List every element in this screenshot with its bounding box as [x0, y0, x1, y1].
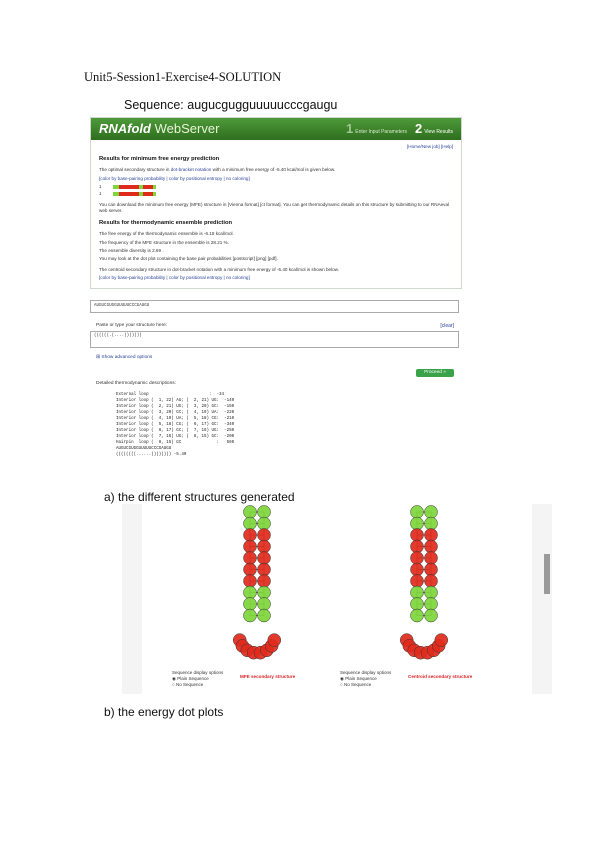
- proceed-button[interactable]: Proceed »: [416, 369, 454, 377]
- nucleotide: [411, 575, 424, 588]
- energy-table: External loop : -34 Interior loop ( 1, 22) AU; ( 2, 21) UG: -140 Interior loop ( 2, 21) UG; ( 3, 20) GC: -150 Interior loop ( 3, 20) GC; ( 4, 19) UA: -220 Interior loop ( 4, 19) UA; ( 5, 18) CG: -210 Interior loop ( 5, 18) CG; ( 6, 17) GC: -340 Interior loop ( 6, 17) GC; ( 7, 16) UG: -250 Interior loop ( 7, 16) UG; ( 8, 15) GC: -200 Hairpin loop ( 8, 15) GC : 560 AUGUCGUGGUUUUUCCCGAUGU ((((((((......)))))))) -5.40: [116, 393, 235, 457]
- nucleotide: [258, 529, 271, 542]
- nucleotide: [258, 575, 271, 588]
- mfe-heading: Results for minimum free energy prediction: [99, 156, 220, 163]
- plain-sequence-radio[interactable]: ◉ Plain Sequence: [340, 676, 377, 681]
- dot-bracket-link[interactable]: dot-bracket notation: [170, 167, 212, 173]
- step-1-number: 1: [346, 121, 354, 136]
- nucleotide: [425, 506, 438, 519]
- structure-label: Paste or type your structure here:: [96, 323, 168, 328]
- nucleotide: [411, 598, 424, 611]
- nucleotide: [425, 529, 438, 542]
- nucleotide: [258, 540, 271, 553]
- nucleotide: [244, 552, 257, 565]
- download-text: You can download the minimum free energy (MFE) structure in [Vienna format] [ct format]. You can get thermodynamic details on this structure by submitting to our RNAeval web server.: [99, 201, 450, 214]
- nucleotide: [411, 586, 424, 599]
- centroid-description: The centroid secondary structure in dot-bracket notation with a minimum free energy of -5.40 kcal/mol is shown below.: [99, 267, 340, 273]
- sequence-input[interactable]: AUGUCGUGGUUUUUCCCGAUGU: [90, 300, 459, 313]
- nucleotide: [411, 506, 424, 519]
- nucleotide: [258, 552, 271, 565]
- nucleotide: [425, 517, 438, 530]
- nucleotide: [425, 575, 438, 588]
- nucleotide: [268, 634, 281, 647]
- rnafold-header: [91, 118, 461, 140]
- nucleotide: [411, 517, 424, 530]
- ensemble-heading: Results for thermodynamic ensemble prediction: [99, 220, 233, 227]
- nucleotide: [258, 563, 271, 576]
- structure-color-bar: 1: [99, 191, 453, 198]
- sequence-line: Sequence: augucgugguuuuucccgaugu: [124, 98, 338, 112]
- nucleotide: [244, 609, 257, 622]
- nucleotide: [425, 552, 438, 565]
- home-help-links[interactable]: [Home/New job] [Help]: [407, 144, 453, 149]
- scrollbar[interactable]: [544, 554, 550, 594]
- clear-link[interactable]: [clear]: [440, 323, 454, 329]
- nucleotide: [258, 517, 271, 530]
- nucleotide: [411, 552, 424, 565]
- sequence-color-bar: 1: [99, 184, 453, 191]
- document-title: Unit5-Session1-Exercise4-SOLUTION: [84, 70, 282, 84]
- nucleotide: [244, 540, 257, 553]
- nucleotide: [425, 586, 438, 599]
- nucleotide: [244, 517, 257, 530]
- nucleotide: [435, 634, 448, 647]
- nucleotide: [258, 609, 271, 622]
- nucleotide: [258, 586, 271, 599]
- nucleotide: [411, 609, 424, 622]
- ensemble-energy: The free energy of the thermodynamic ensemble is -6.18 kcal/mol.: [99, 231, 234, 237]
- nucleotide: [244, 598, 257, 611]
- nucleotide: [258, 506, 271, 519]
- plain-sequence-radio[interactable]: ◉ Plain Sequence: [172, 676, 209, 681]
- structure-plots-svg: [122, 504, 552, 694]
- nucleotide: [425, 540, 438, 553]
- rnafold-logo: RNAfold WebServer: [99, 121, 220, 136]
- ensemble-diversity: The ensemble diversity is 2.69 .: [99, 247, 164, 253]
- no-sequence-radio[interactable]: ○ No Sequence: [340, 682, 372, 687]
- advanced-options-link[interactable]: ⊞ Show advanced options: [96, 355, 153, 360]
- nucleotide: [244, 506, 257, 519]
- no-sequence-radio[interactable]: ○ No Sequence: [172, 682, 204, 687]
- display-options-right: Sequence display options ◉ Plain Sequence ○ No Sequence: [340, 670, 392, 687]
- step-2-label: View Results: [424, 129, 453, 135]
- rnafold-results-screenshot: [90, 117, 462, 289]
- coloring-links[interactable]: [color by base-pairing probability | color by positional entropy | no coloring]: [99, 175, 250, 181]
- nucleotide: [244, 563, 257, 576]
- rnaeval-screenshot: [90, 297, 458, 472]
- structure-plots-screenshot: [122, 504, 552, 694]
- display-options-left: Sequence display options ◉ Plain Sequence ○ No Sequence: [172, 670, 224, 687]
- dot-plot-link[interactable]: You may look at the dot plot containing the base pair probabilities [postscript] [png] [pdf].: [99, 256, 278, 262]
- caption-a: a) the different structures generated: [104, 490, 295, 504]
- mfe-structure-label: MFE secondary structure: [240, 674, 296, 679]
- step-indicator: [346, 121, 453, 136]
- nucleotide: [411, 563, 424, 576]
- nucleotide: [425, 598, 438, 611]
- nucleotide: [258, 598, 271, 611]
- centroid-coloring-links[interactable]: [color by base-pairing probability | color by positional entropy | no coloring]: [99, 275, 250, 281]
- nucleotide: [425, 563, 438, 576]
- detailed-label: Detailed thermodynamic descriptions:: [96, 381, 176, 386]
- nucleotide: [411, 540, 424, 553]
- step-1-label: Enter Input Parameters: [355, 129, 407, 135]
- step-2-number: 2: [414, 121, 423, 136]
- nucleotide: [244, 586, 257, 599]
- mfe-description: The optimal secondary structure in dot-bracket notation with a minimum free energy of -5.40 kcal/mol is given below.: [99, 167, 336, 173]
- centroid-structure-label: Centroid secondary structure: [408, 674, 473, 679]
- nucleotide: [244, 529, 257, 542]
- plus-icon: ⊞: [96, 355, 101, 360]
- nucleotide: [411, 529, 424, 542]
- caption-b: b) the energy dot plots: [104, 705, 224, 719]
- nucleotide: [244, 575, 257, 588]
- mfe-frequency: The frequency of the MFE structure in the ensemble is 28.21 %.: [99, 239, 229, 245]
- nucleotide: [425, 609, 438, 622]
- structure-input[interactable]: ((((((.(....))))))): [90, 331, 459, 348]
